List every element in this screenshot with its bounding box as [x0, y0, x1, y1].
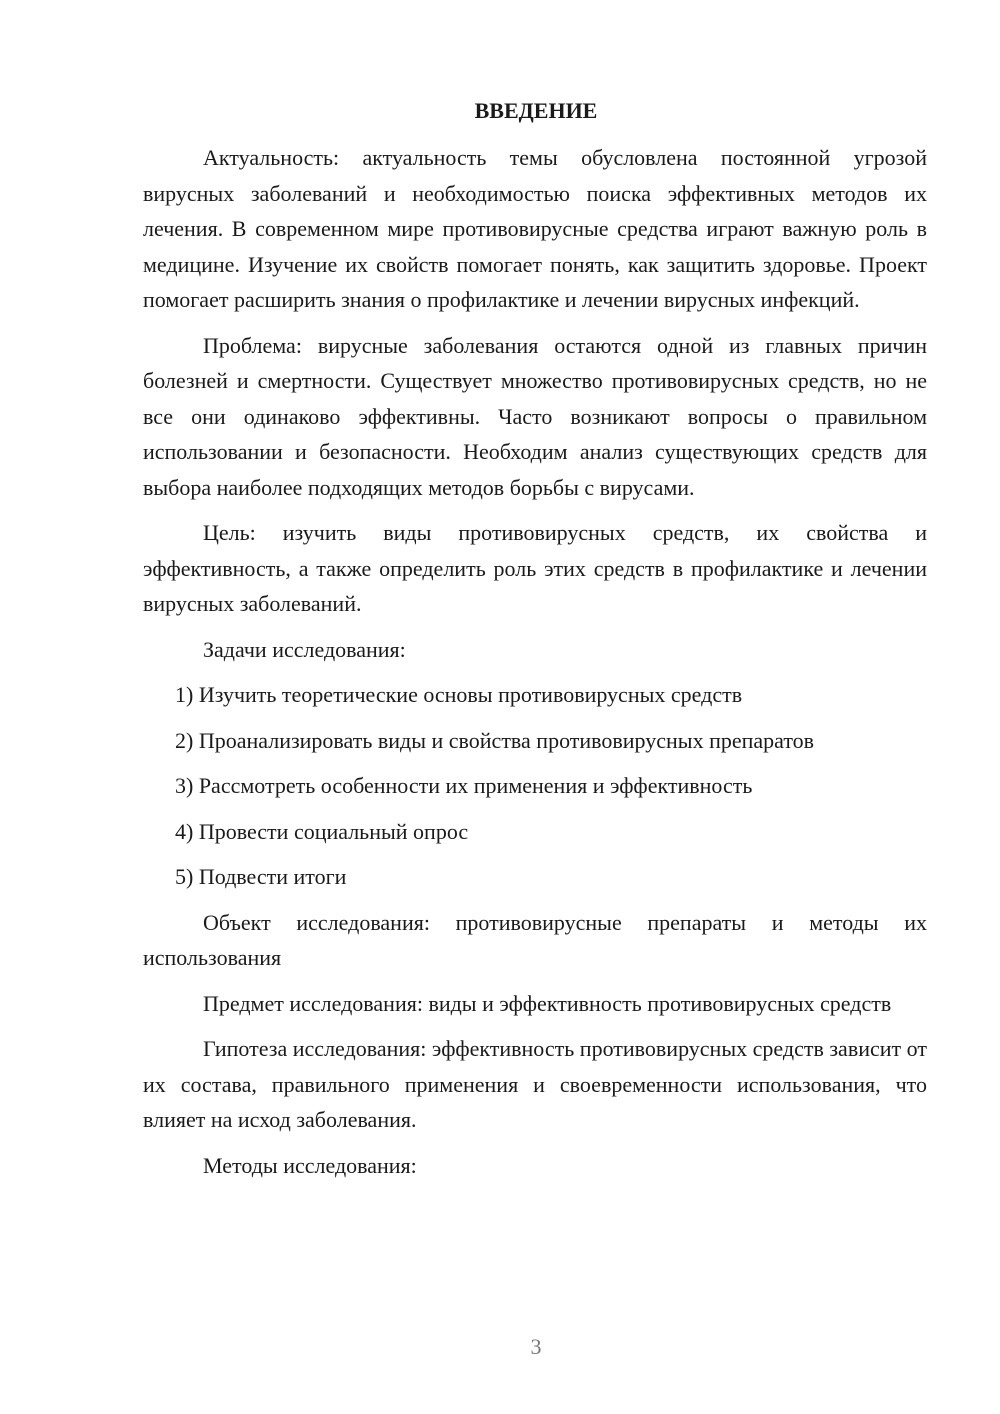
hypothesis-paragraph: Гипотеза исследования: эффективность противовирусных средств зависит от их состава, правильного применения и своевременности использования, что влияет на исход заболевания. [143, 1036, 927, 1132]
tasks-heading: Задачи исследования: [203, 636, 406, 662]
methods-heading: Методы исследования: [203, 1152, 417, 1178]
subject-paragraph: Предмет исследования: виды и эффективность противовирусных средств [203, 990, 892, 1016]
page-number: 3 [530, 1334, 542, 1359]
document-body [143, 140, 927, 1183]
problem-paragraph: Проблема: вирусные заболевания остаются одной из главных причин болезней и смертности. Существует множество противовирусных средств, но не все они одинаково эффективны. Часто возникают вопросы о правильном использовании и безопасности. Необходим анализ существующих средств для выбора наиболее подходящих методов борьбы с вирусами. [143, 332, 927, 500]
task-item-2: 2) Проанализировать виды и свойства противовирусных препаратов [175, 727, 815, 753]
task-item-3: 3) Рассмотреть особенности их применения и эффективность [175, 773, 753, 798]
task-item-5: 5) Подвести итоги [175, 864, 347, 889]
task-item-1: 1) Изучить теоретические основы противовирусных средств [175, 682, 743, 707]
task-item-4: 4) Провести социальный опрос [175, 818, 469, 844]
object-paragraph: Объект исследования: противовирусные препараты и методы их использования [143, 909, 927, 970]
page-title: ВВЕДЕНИЕ [474, 98, 598, 123]
relevance-paragraph: Актуальность: актуальность темы обусловлена постоянной угрозой вирусных заболеваний и необходимостью поиска эффективных методов их лечения. В современном мире противовирусные средства играют важную роль в медицине. Изучение их свойств помогает понять, как защитить здоровье. Проект помогает расширить знания о профилактике и лечении вирусных инфекций. [143, 145, 927, 312]
goal-paragraph: Цель: изучить виды противовирусных средств, их свойства и эффективность, а также определить роль этих средств в профилактике и лечении вирусных заболеваний. [143, 520, 927, 616]
